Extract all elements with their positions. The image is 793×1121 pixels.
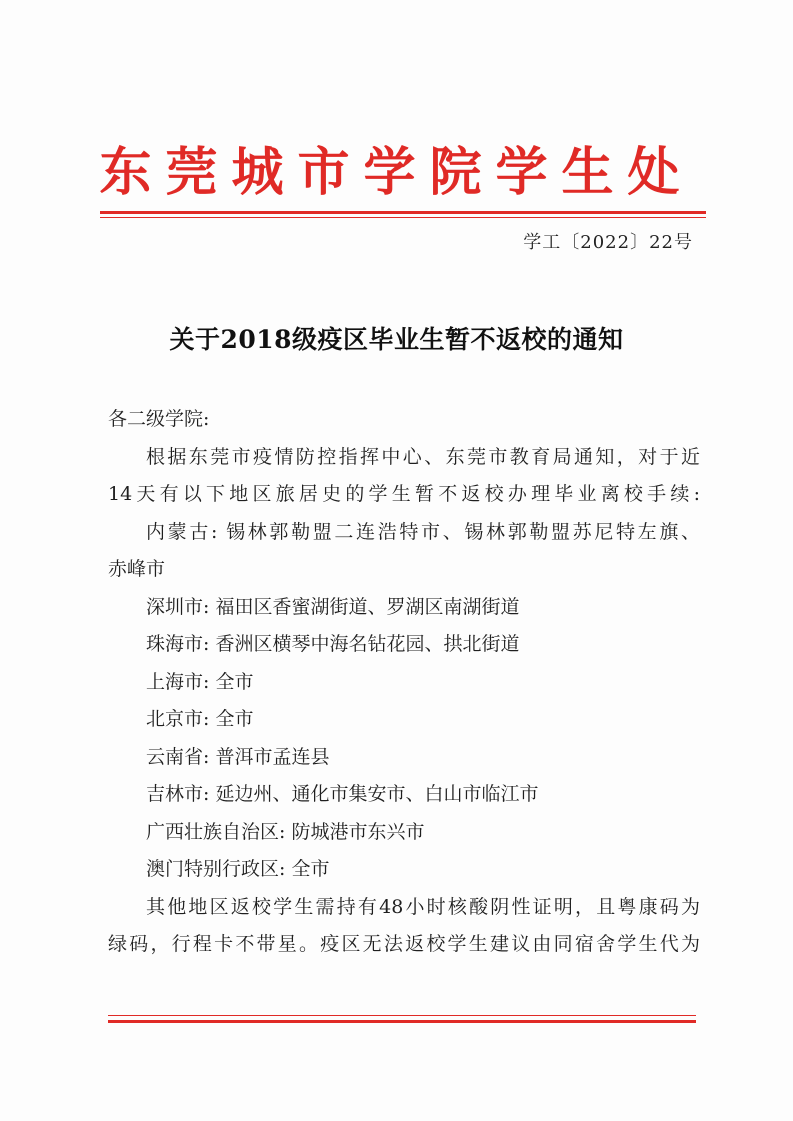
region-item-continuation: 赤峰市 xyxy=(108,558,166,580)
region-item: 澳门特别行政区: 全市 xyxy=(146,858,330,880)
intro-paragraph-line: 14天有以下地区旅居史的学生暂不返校办理毕业离校手续: xyxy=(108,483,700,505)
intro-paragraph-line: 根据东莞市疫情防控指挥中心、东莞市教育局通知，对于近 xyxy=(146,445,700,468)
region-item: 吉林市: 延边州、通化市集安市、白山市临江市 xyxy=(146,783,539,805)
footer-rule-thin xyxy=(108,1015,696,1016)
institution-header: 东莞城市学院学生处 xyxy=(99,143,694,203)
notice-body xyxy=(108,401,700,964)
region-item: 北京市: 全市 xyxy=(146,708,254,730)
closing-paragraph-line: 其他地区返校学生需持有48小时核酸阴性证明，且粤康码为 xyxy=(146,895,700,918)
header-rule-thick xyxy=(100,211,706,214)
region-item: 深圳市: 福田区香蜜湖街道、罗湖区南湖街道 xyxy=(146,595,520,618)
closing-paragraph-line: 绿码，行程卡不带星。疫区无法返校学生建议由同宿舍学生代为 xyxy=(108,933,700,955)
document-number: 学工〔2022〕22号 xyxy=(523,232,693,253)
region-item: 上海市: 全市 xyxy=(146,670,254,693)
notice-title: 关于2018级疫区毕业生暂不返校的通知 xyxy=(169,325,624,354)
footer-rule-thick xyxy=(108,1020,696,1023)
region-item: 广西壮族自治区: 防城港市东兴市 xyxy=(146,820,425,843)
salutation: 各二级学院: xyxy=(108,408,210,430)
region-item: 内蒙古: 锡林郭勒盟二连浩特市、锡林郭勒盟苏尼特左旗、 xyxy=(146,520,700,543)
header-rule-thin xyxy=(100,217,706,218)
region-item: 云南省: 普洱市孟连县 xyxy=(146,745,330,768)
region-item: 珠海市: 香洲区横琴中海名钻花园、拱北街道 xyxy=(146,633,520,655)
